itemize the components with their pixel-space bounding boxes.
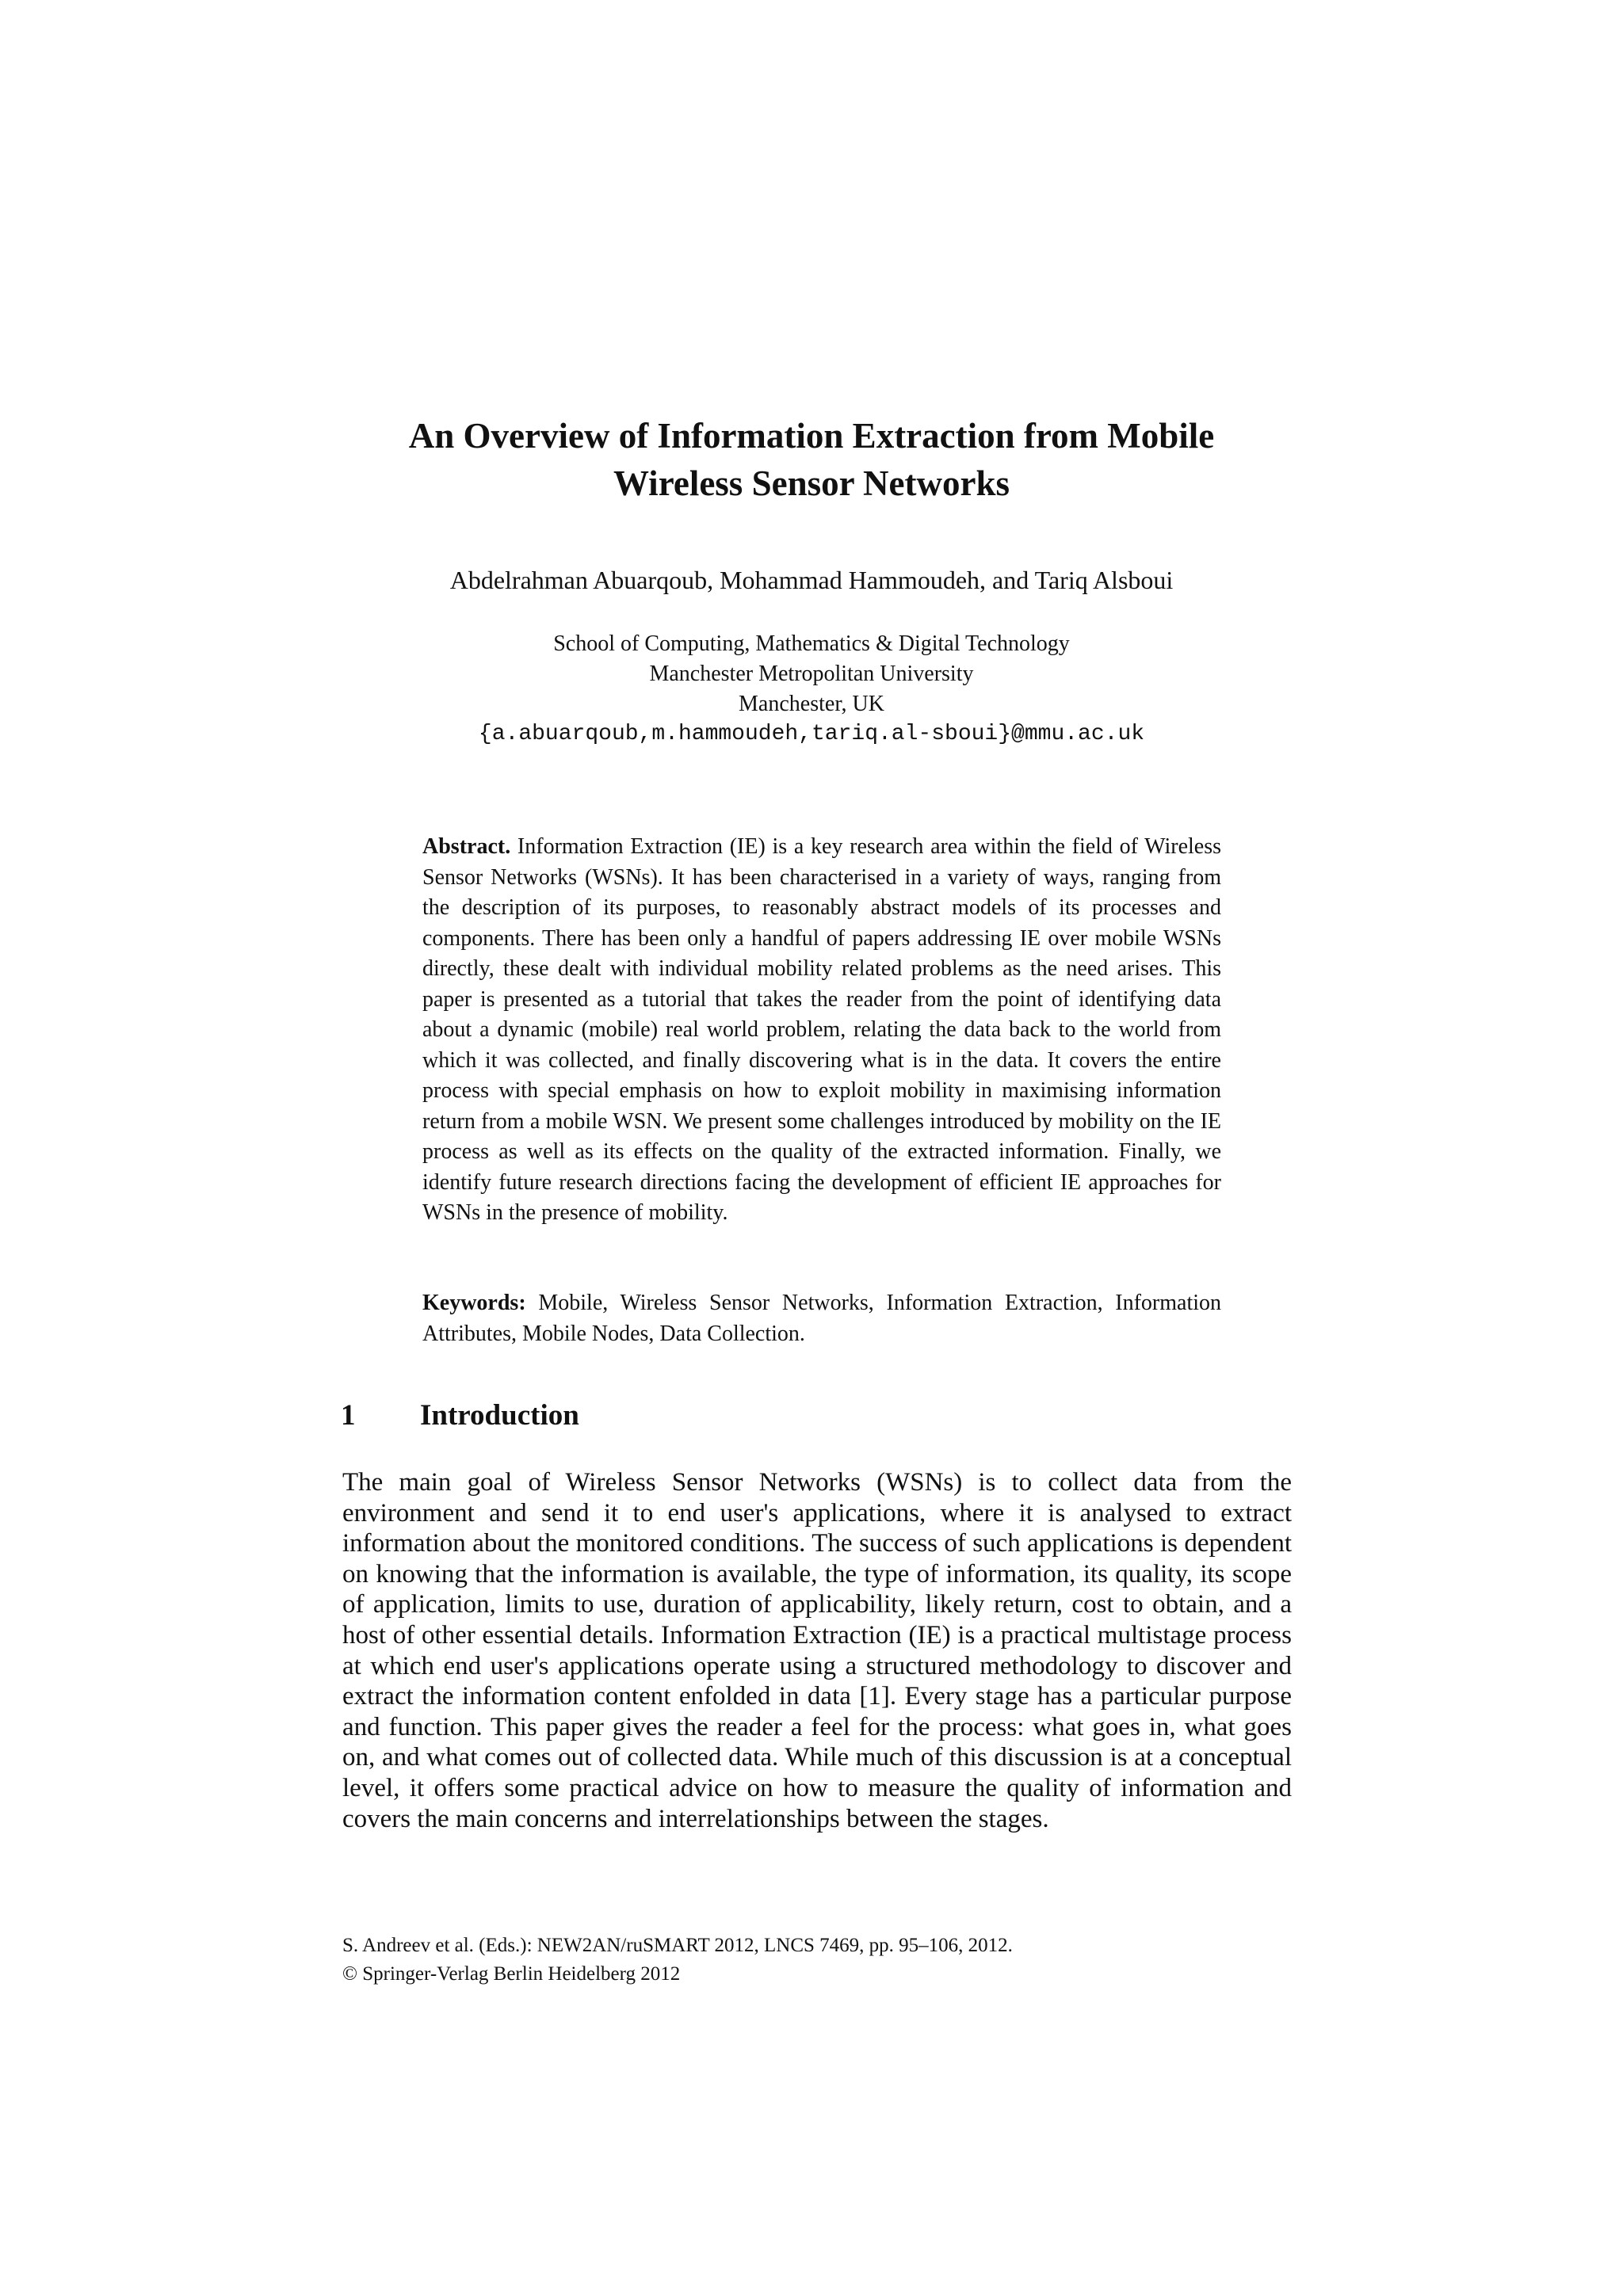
abstract-text: Information Extraction (IE) is a key research area within the field of Wireless Sensor Networks (WSNs). It has been characterised in a variety of ways, ranging from the description of its purposes, to reasonably abstract models of its processes and components. There has been only a handful of papers addressing IE over mobile WSNs directly, these dealt with individual mobility related problems as the need arises. This paper is presented as a tutorial that takes the reader from the point of identifying data about a dynamic (mobile) real world problem, relating the data back to the world from which it was collected, and finally discovering what is in the data. It covers the entire process with special emphasis on how to exploit mobility in maximising information return from a mobile WSN. We present some challenges introduced by mobility on the IE process as well as its effects on the quality of the extracted information. Finally, we identify future research directions facing the development of efficient IE approaches for WSNs in the presence of mobility. <box>422 834 1222 1225</box>
abstract <box>422 832 1221 1229</box>
section-number: 1 <box>341 1399 356 1432</box>
author-list: Abdelrahman Abuarqoub, Mohammad Hammoudeh, and Tariq Alsboui <box>449 566 1174 594</box>
title-line-1: An Overview of Information Extraction from Mobile <box>408 416 1215 456</box>
paper-title <box>0 412 1623 507</box>
abstract-label: Abstract. <box>422 834 511 859</box>
keywords-label: Keywords: <box>422 1291 526 1315</box>
title-line-2: Wireless Sensor Networks <box>613 463 1010 503</box>
section-title: Introduction <box>420 1399 579 1432</box>
publication-footer <box>342 1932 1013 1989</box>
copyright-line: © Springer-Verlag Berlin Heidelberg 2012 <box>342 1963 681 1985</box>
keywords <box>422 1288 1221 1349</box>
affiliation-university: Manchester Metropolitan University <box>649 662 974 686</box>
citation-line: S. Andreev et al. (Eds.): NEW2AN/ruSMART 2012, LNCS 7469, pp. 95–106, 2012. <box>342 1935 1013 1956</box>
affiliation-school: School of Computing, Mathematics & Digital Technology <box>553 631 1070 656</box>
author-emails: {a.abuarqoub,m.hammoudeh,tariq.al-sboui}@mmu.ac.uk <box>478 722 1145 746</box>
section-heading-introduction <box>341 1397 579 1435</box>
introduction-paragraph: The main goal of Wireless Sensor Networks (WSNs) is to collect data from the environment and send it to end user's applications, where it is analysed to extract information about the monitored conditions. The success of such applications is dependent on knowing that the information is available, the type of information, its quality, its scope of application, limits to use, duration of applicability, likely return, cost to obtain, and a host of other essential details. Information Extraction (IE) is a practical multistage process at which end user's applications operate using a structured methodology to discover and extract the information content enfolded in data [1]. Every stage has a particular purpose and function. This paper gives the reader a feel for the process: what goes in, what goes on, and what comes out of collected data. While much of this discussion is at a conceptual level, it offers some practical advice on how to measure the quality of information and covers the main concerns and interrelationships between the stages. <box>342 1468 1292 1833</box>
affiliation-location: Manchester, UK <box>739 692 884 716</box>
keywords-text: Mobile, Wireless Sensor Networks, Information Extraction, Information Attributes, Mobile Nodes, Data Collection. <box>422 1291 1222 1346</box>
affiliation-block <box>0 629 1623 749</box>
